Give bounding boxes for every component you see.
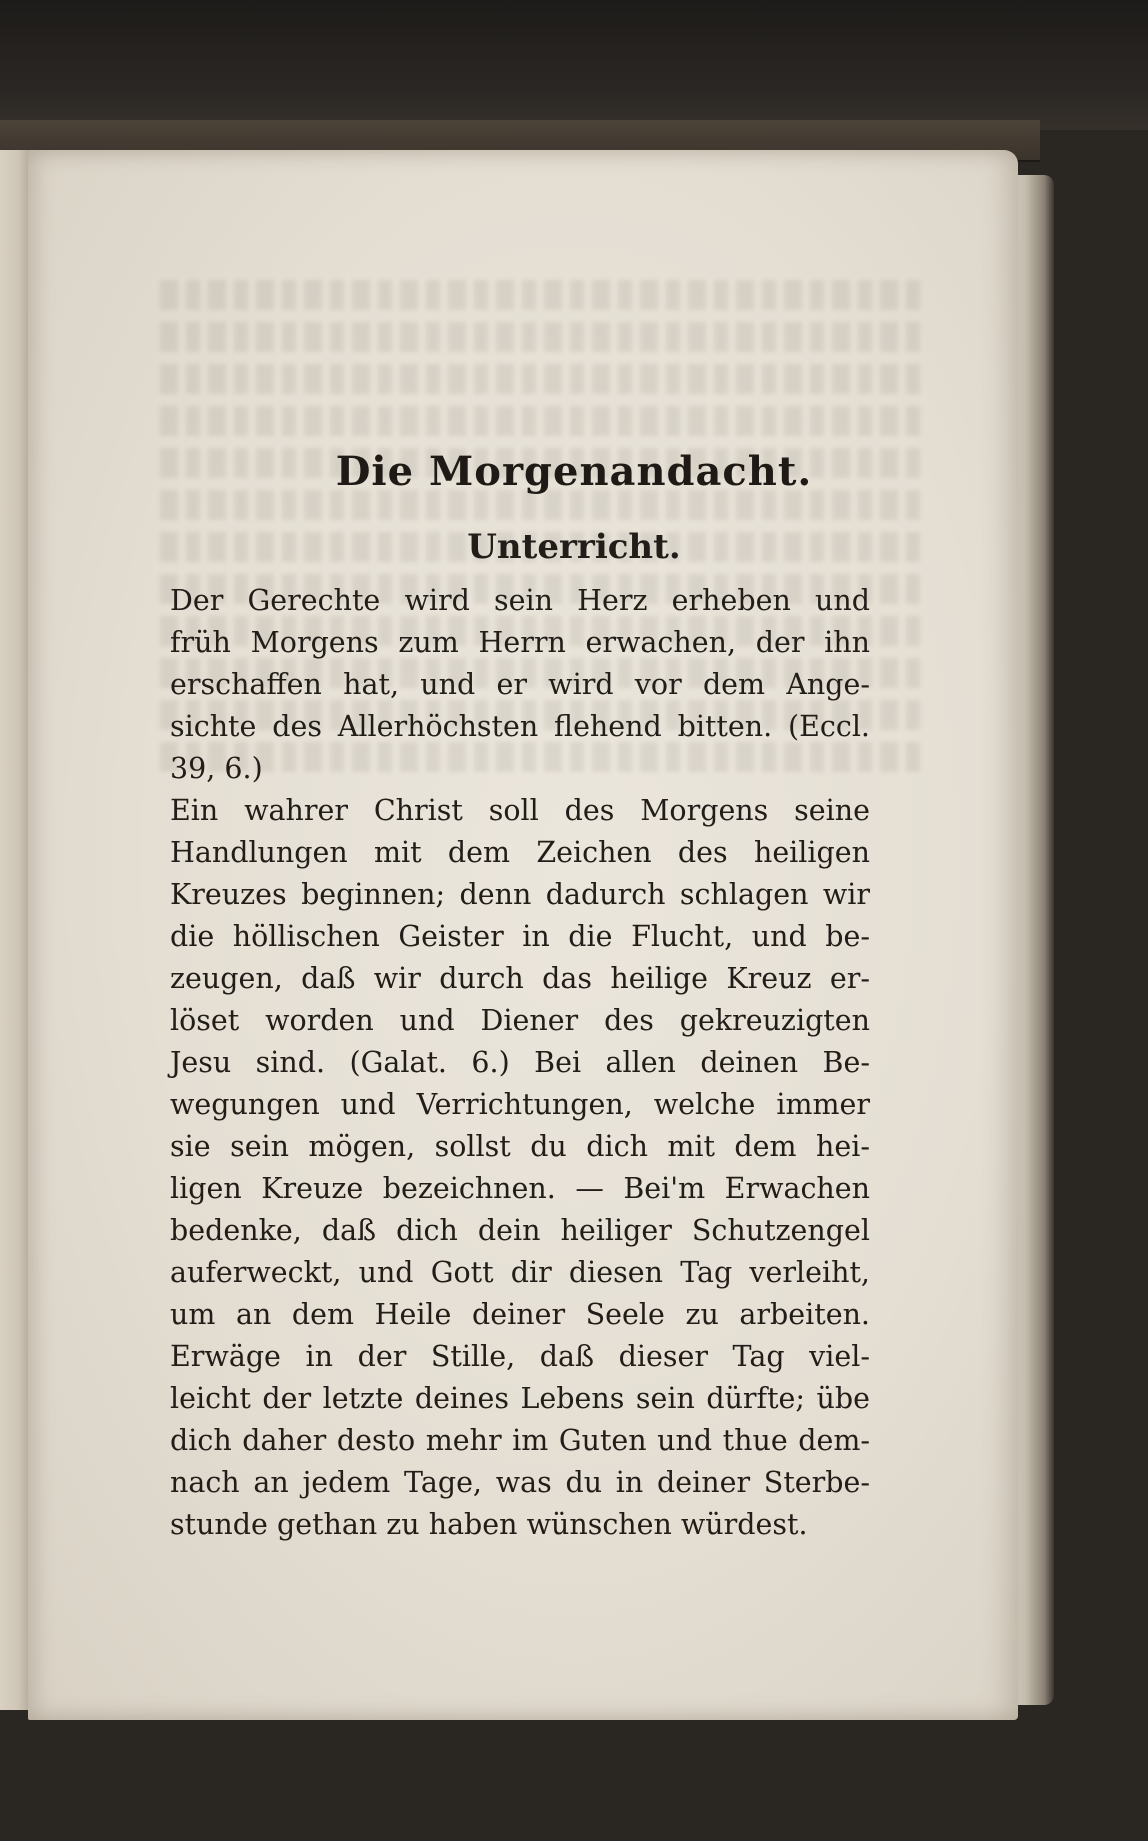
body-paragraphs [170, 580, 870, 1546]
text-line: Handlungen mit dem Zeichen des heiligen [170, 836, 870, 869]
text-line: stunde gethan zu haben wünschen würdest. [170, 1508, 808, 1541]
section-subtitle: Unterricht. [467, 527, 681, 567]
text-line: Der Gerechte wird sein Herz erheben und [170, 584, 870, 617]
text-line: sichte des Allerhöchsten flehend bitten. (Eccl. [170, 710, 870, 743]
text-line: die höllischen Geister in die Flucht, und be- [170, 920, 870, 953]
text-line: zeugen, daß wir durch das heilige Kreuz er- [170, 962, 870, 995]
text-line: Jesu sind. (Galat. 6.) Bei allen deinen Be- [170, 1046, 870, 1079]
text-line: sie sein mögen, sollst du dich mit dem hei- [170, 1130, 870, 1163]
page-title: Die Morgenandacht. [335, 448, 813, 495]
text-line: bedenke, daß dich dein heiliger Schutzengel [170, 1214, 870, 1247]
text-line: löset worden und Diener des gekreuzigten [170, 1004, 870, 1037]
text-line: Erwäge in der Stille, daß dieser Tag viel- [170, 1340, 870, 1373]
text-line: auferweckt, und Gott dir diesen Tag verleiht, [170, 1256, 870, 1289]
text-line: früh Morgens zum Herrn erwachen, der ihn [170, 626, 870, 659]
text-line: wegungen und Verrichtungen, welche immer [170, 1088, 870, 1121]
text-line: 39, 6.) [170, 752, 263, 785]
text-line: dich daher desto mehr im Guten und thue dem- [170, 1424, 870, 1457]
text-line: Ein wahrer Christ soll des Morgens seine [170, 794, 870, 827]
text-line: ligen Kreuze bezeichnen. — Bei'm Erwachen [170, 1172, 870, 1205]
text-line: erschaffen hat, und er wird vor dem Ange- [170, 668, 870, 701]
text-line: nach an jedem Tage, was du in deiner Sterbe- [170, 1466, 870, 1499]
text-line: leicht der letzte deines Lebens sein dürfte; übe [170, 1382, 870, 1415]
text-line: um an dem Heile deiner Seele zu arbeiten. [170, 1298, 870, 1331]
text-line: Kreuzes beginnen; denn dadurch schlagen wir [170, 878, 870, 911]
backdrop [0, 0, 1148, 130]
